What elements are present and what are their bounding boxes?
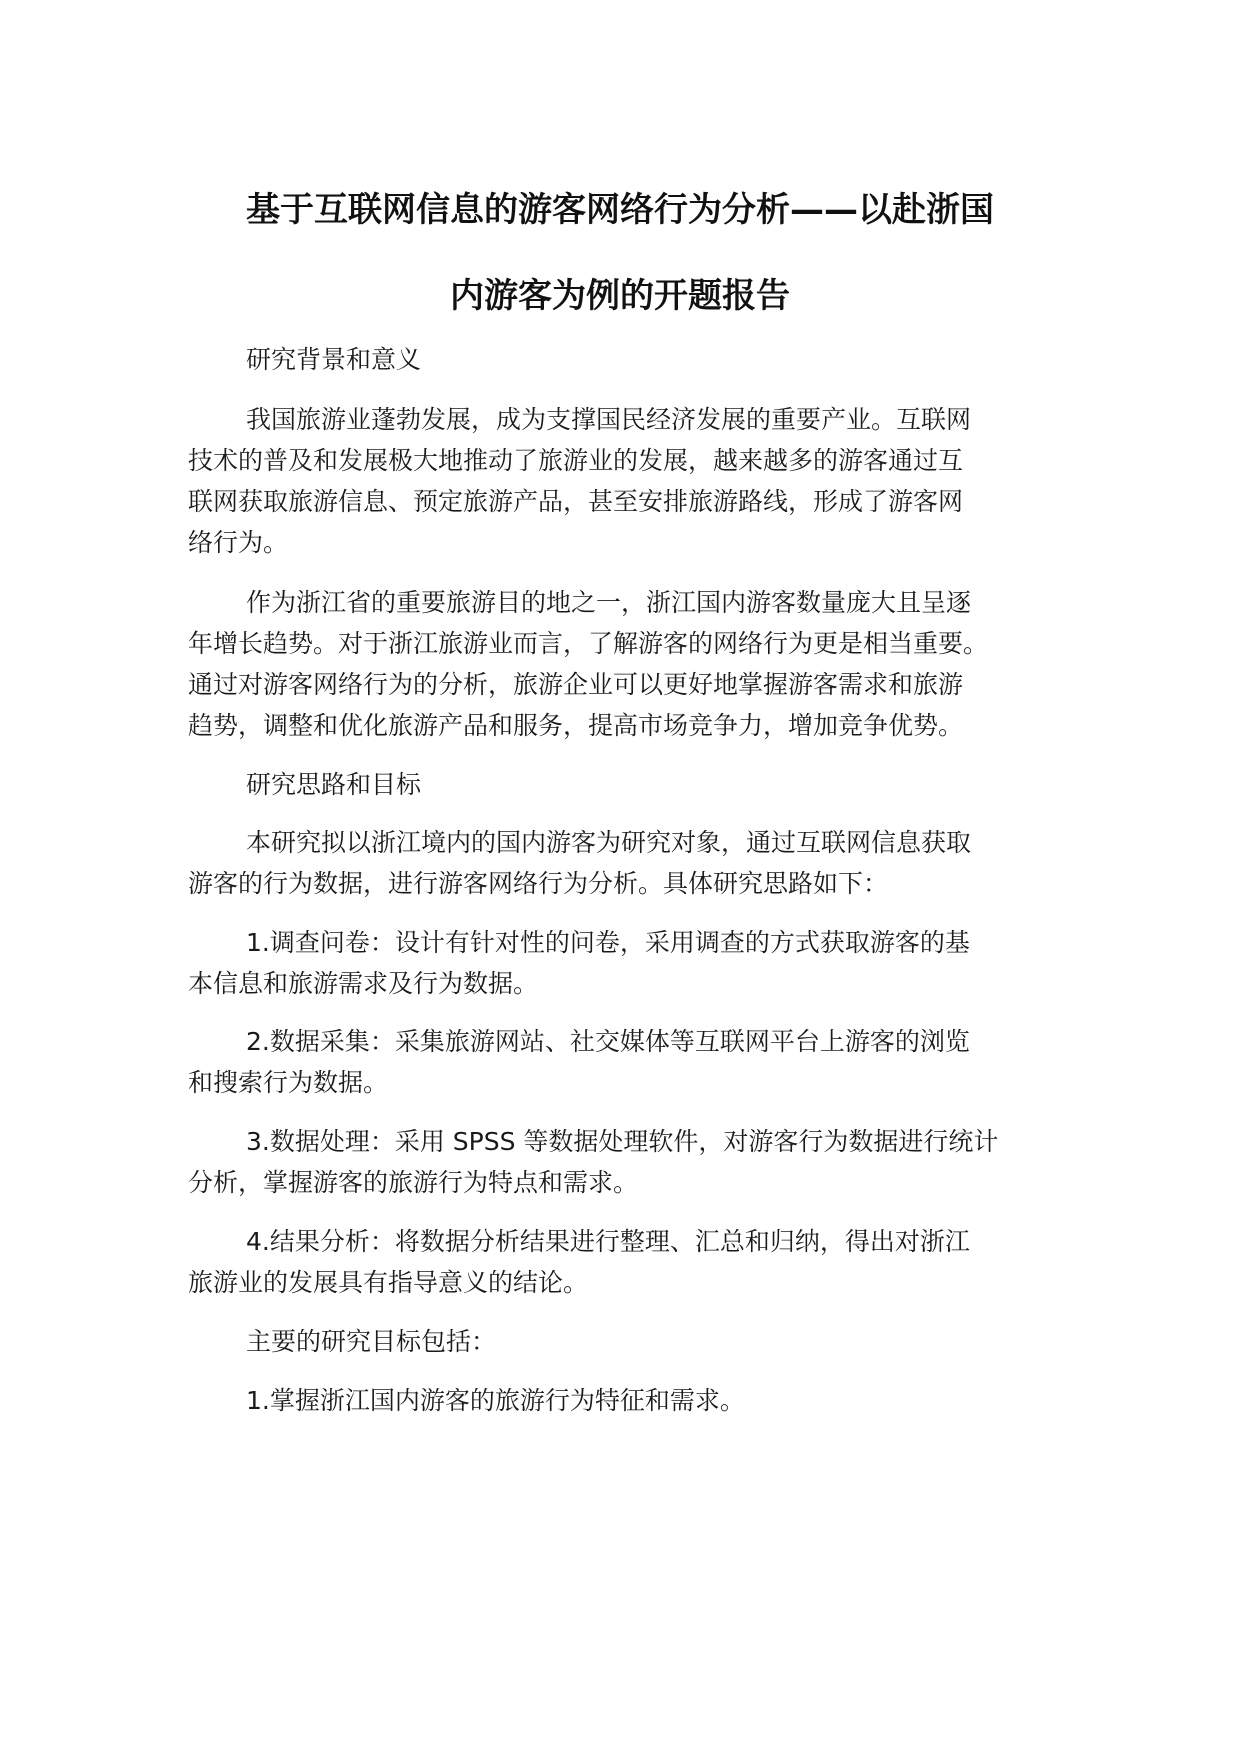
list-item-line: 和搜索行为数据。 (188, 1068, 389, 1097)
paragraph-line: 游客的行为数据，进行游客网络行为分析。具体研究思路如下： (188, 869, 889, 898)
list-item-line: 3.数据处理：采用 SPSS 等数据处理软件，对游客行为数据进行统计 (246, 1127, 999, 1156)
goals-heading: 主要的研究目标包括： (246, 1327, 497, 1356)
list-item-line: 分析，掌握游客的旅游行为特点和需求。 (188, 1168, 639, 1197)
paragraph-line: 联网获取旅游信息、预定旅游产品，甚至安排旅游路线，形成了游客网 (188, 487, 964, 516)
list-item-line: 1.调查问卷：设计有针对性的问卷，采用调查的方式获取游客的基 (246, 928, 970, 957)
list-item-line: 2.数据采集：采集旅游网站、社交媒体等互联网平台上游客的浏览 (246, 1027, 970, 1056)
paragraph-line: 我国旅游业蓬勃发展，成为支撑国民经济发展的重要产业。互联网 (246, 405, 972, 434)
paragraph-line: 络行为。 (188, 528, 289, 557)
list-item-line: 本信息和旅游需求及行为数据。 (188, 969, 539, 998)
list-item-line: 旅游业的发展具有指导意义的结论。 (188, 1268, 589, 1297)
paragraph-line: 作为浙江省的重要旅游目的地之一，浙江国内游客数量庞大且呈逐 (246, 588, 972, 617)
section-heading-background: 研究背景和意义 (246, 345, 422, 374)
paragraph-line: 趋势，调整和优化旅游产品和服务，提高市场竞争力，增加竞争优势。 (188, 711, 964, 740)
paragraph-line: 本研究拟以浙江境内的国内游客为研究对象，通过互联网信息获取 (246, 828, 972, 857)
paragraph-line: 通过对游客网络行为的分析，旅游企业可以更好地掌握游客需求和旅游 (188, 670, 964, 699)
list-item-line: 4.结果分析：将数据分析结果进行整理、汇总和归纳，得出对浙江 (246, 1227, 970, 1256)
document-title-line-1: 基于互联网信息的游客网络行为分析——以赴浙国 (246, 190, 994, 230)
paragraph-line: 技术的普及和发展极大地推动了旅游业的发展，越来越多的游客通过互 (188, 446, 964, 475)
section-heading-approach: 研究思路和目标 (246, 770, 422, 799)
document-title-line-2: 内游客为例的开题报告 (450, 276, 790, 316)
paragraph-line: 年增长趋势。对于浙江旅游业而言，了解游客的网络行为更是相当重要。 (188, 629, 989, 658)
goal-item-line: 1.掌握浙江国内游客的旅游行为特征和需求。 (246, 1386, 745, 1415)
